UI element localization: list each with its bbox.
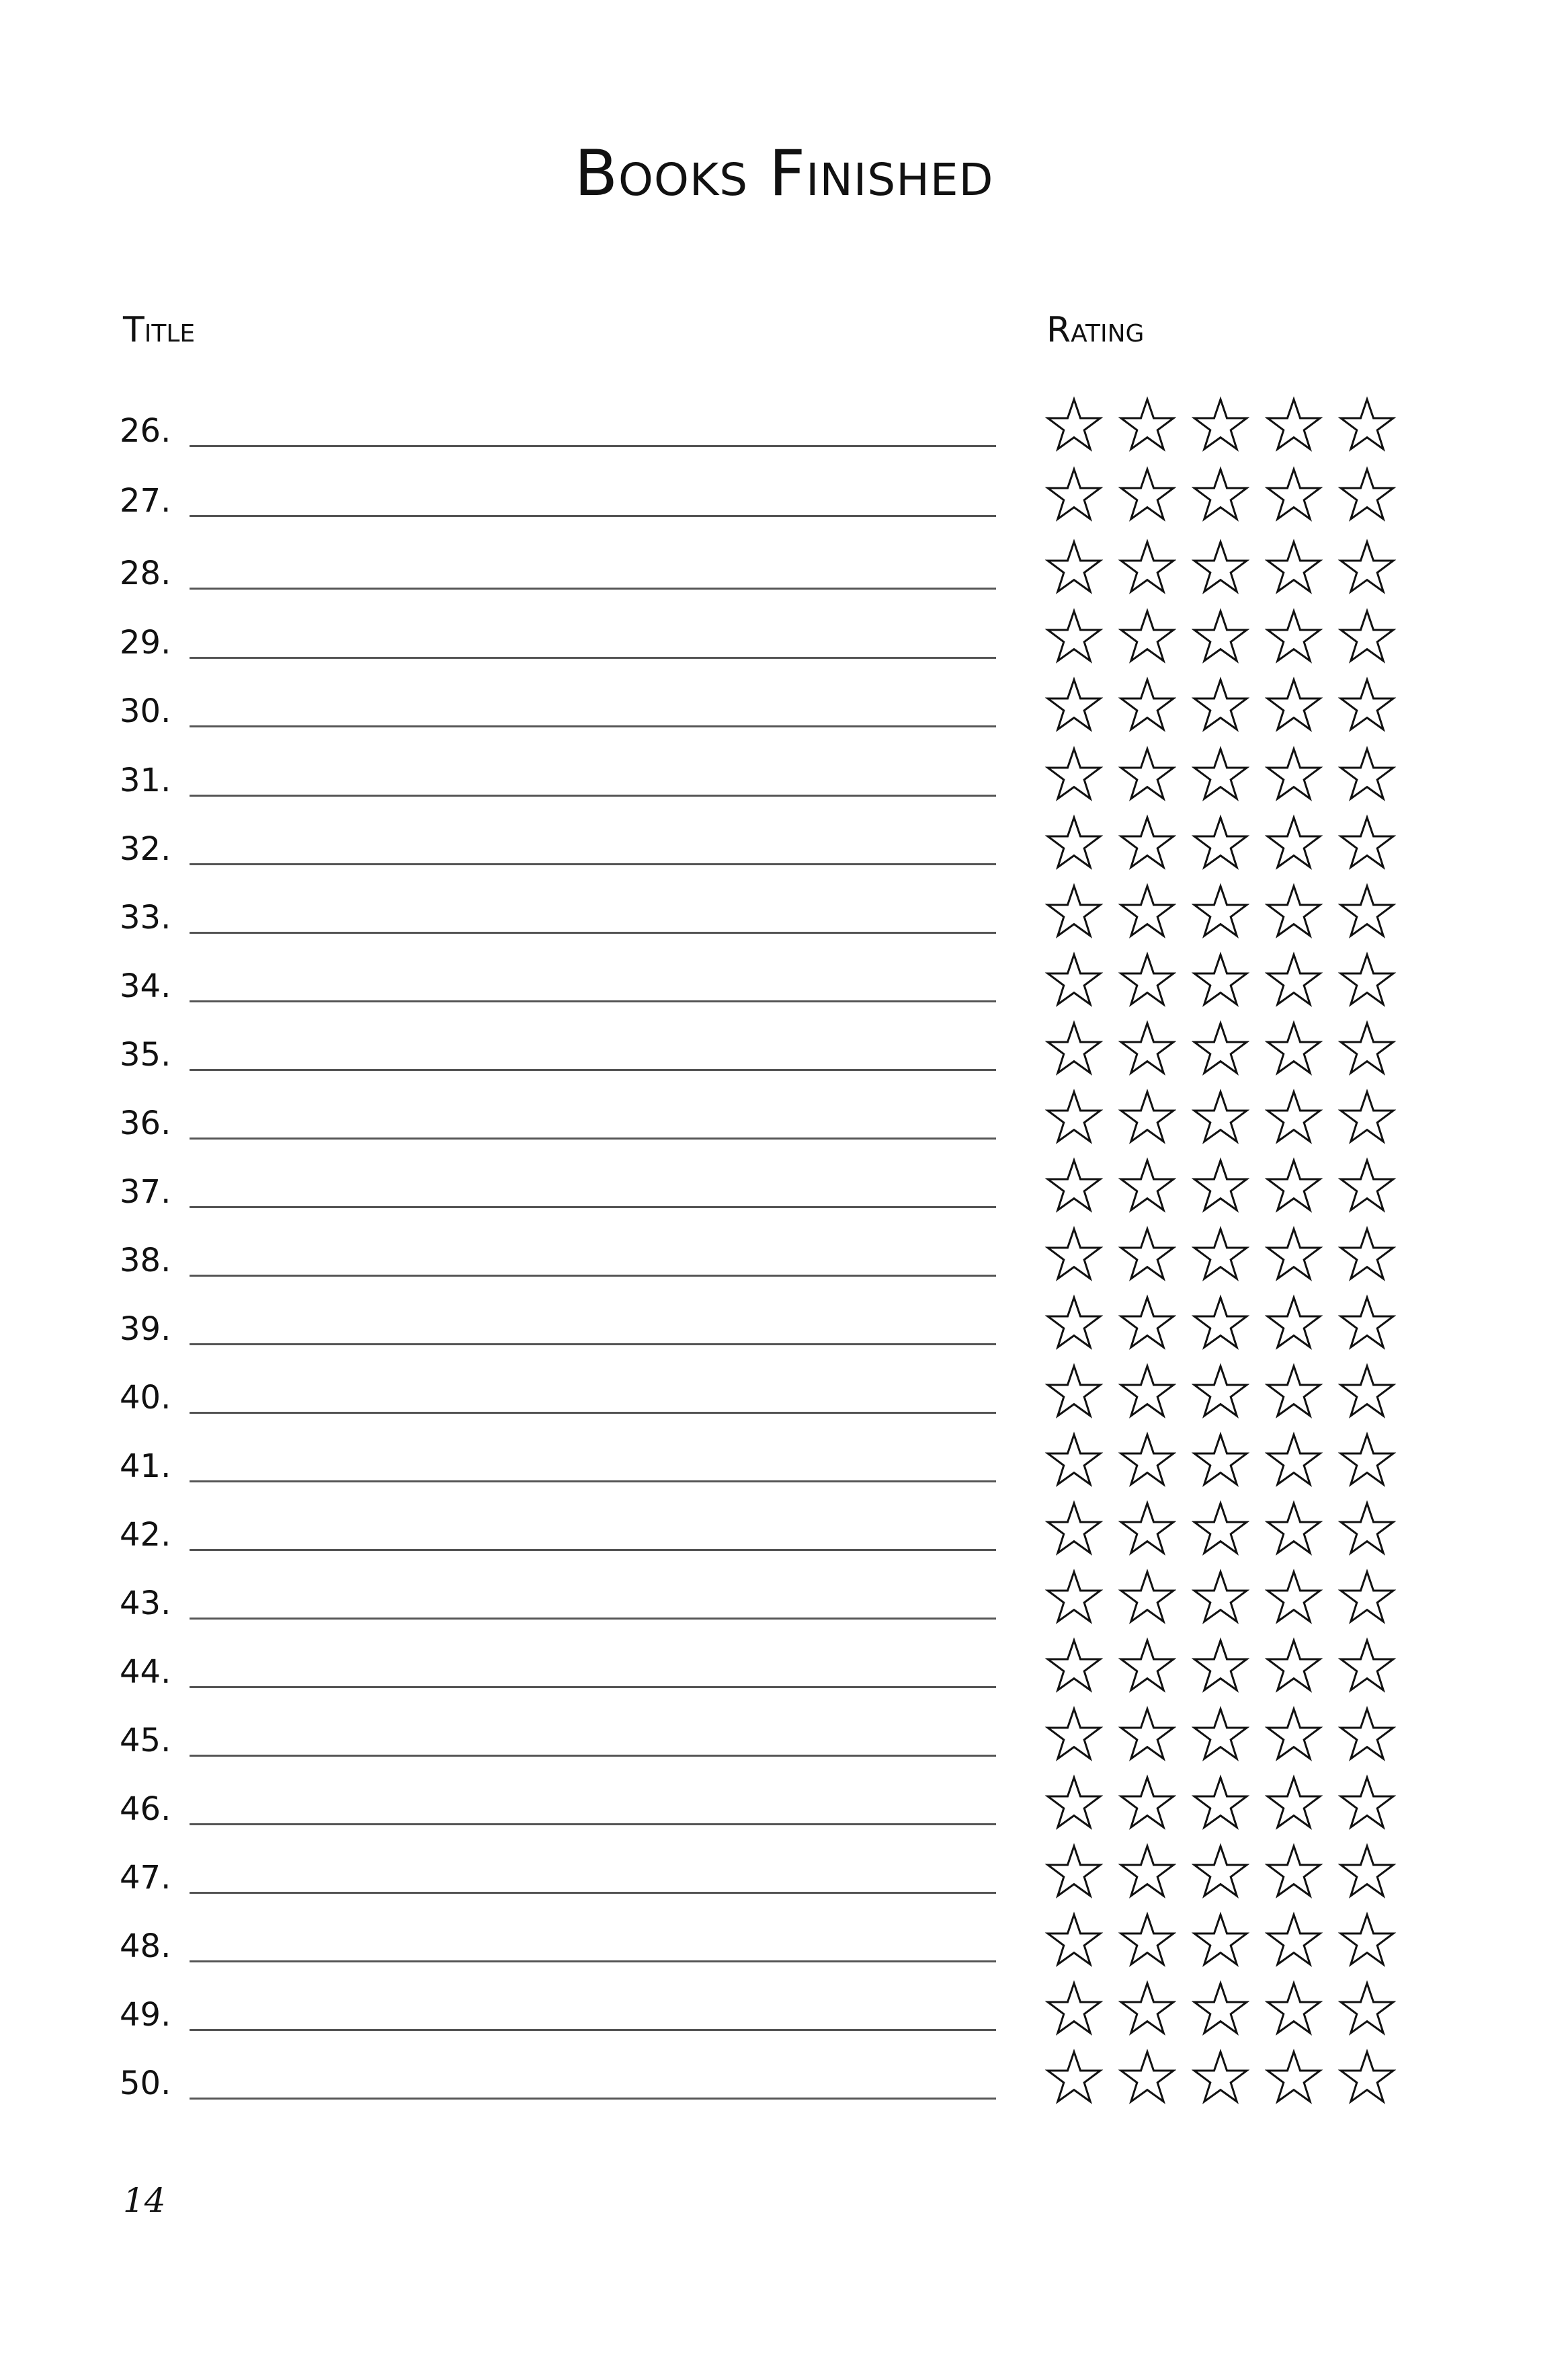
star-outline-icon[interactable] bbox=[1338, 1088, 1396, 1146]
star-outline-icon[interactable] bbox=[1192, 1294, 1249, 1352]
star-outline-icon[interactable] bbox=[1338, 676, 1396, 734]
star-rating bbox=[1045, 539, 1395, 599]
title-write-line[interactable] bbox=[190, 1138, 996, 1140]
star-outline-icon[interactable] bbox=[1118, 1980, 1176, 2038]
title-write-line[interactable] bbox=[190, 657, 996, 659]
star-outline-icon[interactable] bbox=[1118, 1911, 1176, 1969]
star-outline-icon[interactable] bbox=[1338, 466, 1396, 524]
star-outline-icon[interactable] bbox=[1265, 2048, 1323, 2106]
star-rating bbox=[1045, 608, 1395, 668]
star-outline-icon[interactable] bbox=[1045, 1706, 1103, 1763]
book-entry-row bbox=[0, 729, 1568, 797]
star-outline-icon[interactable] bbox=[1118, 1157, 1176, 1215]
title-write-line[interactable] bbox=[190, 1412, 996, 1414]
star-outline-icon[interactable] bbox=[1338, 396, 1396, 454]
star-outline-icon[interactable] bbox=[1338, 1980, 1396, 2038]
star-outline-icon[interactable] bbox=[1192, 1637, 1249, 1695]
star-outline-icon[interactable] bbox=[1265, 1500, 1323, 1558]
star-outline-icon[interactable] bbox=[1265, 396, 1323, 454]
star-outline-icon[interactable] bbox=[1118, 746, 1176, 803]
book-entry-row bbox=[0, 1141, 1568, 1211]
title-write-line[interactable] bbox=[190, 1549, 996, 1551]
book-entry-row bbox=[0, 798, 1568, 868]
star-outline-icon[interactable] bbox=[1265, 883, 1323, 941]
star-outline-icon[interactable] bbox=[1045, 2048, 1103, 2106]
book-entry-row bbox=[0, 1552, 1568, 1620]
title-write-line[interactable] bbox=[190, 2098, 996, 2100]
star-rating bbox=[1045, 746, 1395, 806]
star-outline-icon[interactable] bbox=[1045, 396, 1103, 454]
entry-number: 28. bbox=[120, 555, 171, 592]
star-outline-icon[interactable] bbox=[1118, 1363, 1176, 1421]
title-write-line[interactable] bbox=[190, 2029, 996, 2031]
star-outline-icon[interactable] bbox=[1045, 1226, 1103, 1283]
rating-column-header: Rating bbox=[1046, 310, 1145, 350]
title-write-line[interactable] bbox=[190, 1069, 996, 1071]
star-rating bbox=[1045, 1774, 1395, 1835]
star-outline-icon[interactable] bbox=[1118, 951, 1176, 1009]
star-outline-icon[interactable] bbox=[1265, 1980, 1323, 2038]
star-outline-icon[interactable] bbox=[1045, 1911, 1103, 1969]
title-write-line[interactable] bbox=[190, 1275, 996, 1277]
star-outline-icon[interactable] bbox=[1045, 676, 1103, 734]
star-outline-icon[interactable] bbox=[1338, 2048, 1396, 2106]
star-outline-icon[interactable] bbox=[1192, 951, 1249, 1009]
book-entry-row bbox=[0, 380, 1568, 450]
star-outline-icon[interactable] bbox=[1192, 1500, 1249, 1558]
star-outline-icon[interactable] bbox=[1118, 883, 1176, 941]
star-outline-icon[interactable] bbox=[1338, 539, 1396, 596]
star-outline-icon[interactable] bbox=[1118, 1774, 1176, 1832]
book-entry-row bbox=[0, 1004, 1568, 1074]
star-outline-icon[interactable] bbox=[1192, 1843, 1249, 1901]
star-outline-icon[interactable] bbox=[1338, 1568, 1396, 1626]
title-write-line[interactable] bbox=[190, 725, 996, 727]
star-rating bbox=[1045, 1020, 1395, 1080]
star-outline-icon[interactable] bbox=[1192, 1911, 1249, 1969]
entry-number: 29. bbox=[120, 624, 171, 662]
star-outline-icon[interactable] bbox=[1338, 814, 1396, 872]
title-write-line[interactable] bbox=[190, 1892, 996, 1894]
star-outline-icon[interactable] bbox=[1338, 1294, 1396, 1352]
book-entry-row bbox=[0, 1278, 1568, 1348]
entry-number: 39. bbox=[120, 1310, 171, 1348]
star-rating bbox=[1045, 1500, 1395, 1560]
title-write-line[interactable] bbox=[190, 1480, 996, 1482]
star-outline-icon[interactable] bbox=[1338, 1431, 1396, 1489]
star-outline-icon[interactable] bbox=[1045, 1843, 1103, 1901]
star-outline-icon[interactable] bbox=[1192, 1088, 1249, 1146]
star-outline-icon[interactable] bbox=[1338, 1843, 1396, 1901]
star-outline-icon[interactable] bbox=[1265, 676, 1323, 734]
page-number: 14 bbox=[123, 2181, 166, 2220]
star-outline-icon[interactable] bbox=[1338, 1637, 1396, 1695]
star-outline-icon[interactable] bbox=[1192, 396, 1249, 454]
star-outline-icon[interactable] bbox=[1118, 1568, 1176, 1626]
star-rating bbox=[1045, 814, 1395, 875]
star-outline-icon[interactable] bbox=[1192, 814, 1249, 872]
star-outline-icon[interactable] bbox=[1338, 608, 1396, 666]
star-outline-icon[interactable] bbox=[1192, 1431, 1249, 1489]
entry-number: 45. bbox=[120, 1722, 171, 1759]
entry-number: 38. bbox=[120, 1242, 171, 1279]
star-outline-icon[interactable] bbox=[1265, 1226, 1323, 1283]
star-outline-icon[interactable] bbox=[1045, 746, 1103, 803]
star-outline-icon[interactable] bbox=[1192, 1020, 1249, 1078]
star-outline-icon[interactable] bbox=[1045, 466, 1103, 524]
star-outline-icon[interactable] bbox=[1265, 1294, 1323, 1352]
title-write-line[interactable] bbox=[190, 795, 996, 797]
book-entry-row bbox=[0, 1484, 1568, 1554]
entry-number: 40. bbox=[120, 1379, 171, 1417]
entry-number: 36. bbox=[120, 1105, 171, 1142]
book-entry-row bbox=[0, 592, 1568, 662]
star-outline-icon[interactable] bbox=[1118, 1706, 1176, 1763]
star-outline-icon[interactable] bbox=[1265, 1774, 1323, 1832]
star-outline-icon[interactable] bbox=[1265, 1020, 1323, 1078]
entry-number: 31. bbox=[120, 762, 171, 799]
title-write-line[interactable] bbox=[190, 588, 996, 590]
entry-number: 42. bbox=[120, 1516, 171, 1554]
star-outline-icon[interactable] bbox=[1045, 883, 1103, 941]
star-rating bbox=[1045, 1980, 1395, 2040]
star-outline-icon[interactable] bbox=[1192, 1363, 1249, 1421]
title-column-header: Title bbox=[123, 310, 196, 350]
book-entry-row bbox=[0, 522, 1568, 590]
star-rating bbox=[1045, 1294, 1395, 1355]
book-entry-row bbox=[0, 1415, 1568, 1485]
entry-number: 50. bbox=[120, 2065, 171, 2102]
star-outline-icon[interactable] bbox=[1192, 1980, 1249, 2038]
star-rating bbox=[1045, 1843, 1395, 1903]
star-outline-icon[interactable] bbox=[1192, 1774, 1249, 1832]
star-outline-icon[interactable] bbox=[1118, 539, 1176, 596]
book-entry-row bbox=[0, 1689, 1568, 1757]
star-outline-icon[interactable] bbox=[1045, 1500, 1103, 1558]
star-rating bbox=[1045, 676, 1395, 737]
star-rating bbox=[1045, 1431, 1395, 1492]
star-outline-icon[interactable] bbox=[1118, 676, 1176, 734]
star-outline-icon[interactable] bbox=[1045, 1431, 1103, 1489]
star-outline-icon[interactable] bbox=[1045, 1088, 1103, 1146]
star-outline-icon[interactable] bbox=[1265, 608, 1323, 666]
star-outline-icon[interactable] bbox=[1045, 608, 1103, 666]
star-rating bbox=[1045, 1226, 1395, 1286]
star-rating bbox=[1045, 1637, 1395, 1698]
star-outline-icon[interactable] bbox=[1192, 883, 1249, 941]
star-outline-icon[interactable] bbox=[1192, 539, 1249, 596]
star-outline-icon[interactable] bbox=[1265, 466, 1323, 524]
star-outline-icon[interactable] bbox=[1118, 396, 1176, 454]
star-outline-icon[interactable] bbox=[1192, 608, 1249, 666]
book-entry-row bbox=[0, 1621, 1568, 1691]
star-outline-icon[interactable] bbox=[1192, 1706, 1249, 1763]
entry-number: 47. bbox=[120, 1859, 171, 1897]
star-rating bbox=[1045, 1911, 1395, 1972]
title-write-line[interactable] bbox=[190, 863, 996, 865]
star-outline-icon[interactable] bbox=[1045, 814, 1103, 872]
star-outline-icon[interactable] bbox=[1118, 1500, 1176, 1558]
title-write-line[interactable] bbox=[190, 1686, 996, 1688]
star-outline-icon[interactable] bbox=[1265, 1911, 1323, 1969]
star-outline-icon[interactable] bbox=[1192, 2048, 1249, 2106]
title-write-line[interactable] bbox=[190, 515, 996, 517]
star-outline-icon[interactable] bbox=[1045, 1568, 1103, 1626]
star-outline-icon[interactable] bbox=[1265, 1431, 1323, 1489]
star-outline-icon[interactable] bbox=[1265, 1363, 1323, 1421]
page-title: Books Finished bbox=[574, 137, 994, 210]
title-write-line[interactable] bbox=[190, 1618, 996, 1620]
star-outline-icon[interactable] bbox=[1045, 1774, 1103, 1832]
book-entry-row bbox=[0, 660, 1568, 730]
star-outline-icon[interactable] bbox=[1192, 466, 1249, 524]
star-outline-icon[interactable] bbox=[1045, 1363, 1103, 1421]
star-outline-icon[interactable] bbox=[1338, 1500, 1396, 1558]
star-outline-icon[interactable] bbox=[1265, 539, 1323, 596]
title-write-line[interactable] bbox=[190, 445, 996, 447]
book-entry-row bbox=[0, 867, 1568, 934]
star-outline-icon[interactable] bbox=[1192, 676, 1249, 734]
star-outline-icon[interactable] bbox=[1338, 1157, 1396, 1215]
star-outline-icon[interactable] bbox=[1338, 1020, 1396, 1078]
star-outline-icon[interactable] bbox=[1338, 1911, 1396, 1969]
entry-number: 34. bbox=[120, 967, 171, 1005]
star-outline-icon[interactable] bbox=[1265, 1843, 1323, 1901]
star-rating bbox=[1045, 1568, 1395, 1629]
title-write-line[interactable] bbox=[190, 1343, 996, 1345]
star-outline-icon[interactable] bbox=[1045, 1157, 1103, 1215]
star-outline-icon[interactable] bbox=[1118, 1431, 1176, 1489]
entry-number: 35. bbox=[120, 1036, 171, 1074]
star-outline-icon[interactable] bbox=[1265, 814, 1323, 872]
star-outline-icon[interactable] bbox=[1045, 1980, 1103, 2038]
star-outline-icon[interactable] bbox=[1265, 1637, 1323, 1695]
star-outline-icon[interactable] bbox=[1338, 1774, 1396, 1832]
entry-number: 44. bbox=[120, 1653, 171, 1691]
book-entry-row bbox=[0, 1827, 1568, 1897]
title-write-line[interactable] bbox=[190, 1000, 996, 1002]
star-outline-icon[interactable] bbox=[1192, 1568, 1249, 1626]
book-entry-row bbox=[0, 1964, 1568, 2034]
star-outline-icon[interactable] bbox=[1045, 1637, 1103, 1695]
star-outline-icon[interactable] bbox=[1118, 466, 1176, 524]
star-outline-icon[interactable] bbox=[1338, 746, 1396, 803]
star-outline-icon[interactable] bbox=[1265, 1088, 1323, 1146]
title-write-line[interactable] bbox=[190, 1823, 996, 1825]
title-write-line[interactable] bbox=[190, 1206, 996, 1208]
star-outline-icon[interactable] bbox=[1118, 1088, 1176, 1146]
star-rating bbox=[1045, 883, 1395, 943]
star-rating bbox=[1045, 1363, 1395, 1423]
star-rating bbox=[1045, 396, 1395, 456]
star-outline-icon[interactable] bbox=[1265, 1706, 1323, 1763]
title-write-line[interactable] bbox=[190, 1755, 996, 1757]
star-outline-icon[interactable] bbox=[1045, 539, 1103, 596]
entry-number: 46. bbox=[120, 1790, 171, 1828]
star-outline-icon[interactable] bbox=[1118, 2048, 1176, 2106]
book-entry-row bbox=[0, 2032, 1568, 2100]
title-write-line[interactable] bbox=[190, 1960, 996, 1962]
star-outline-icon[interactable] bbox=[1118, 1843, 1176, 1901]
star-outline-icon[interactable] bbox=[1045, 951, 1103, 1009]
star-outline-icon[interactable] bbox=[1045, 1020, 1103, 1078]
star-outline-icon[interactable] bbox=[1118, 1294, 1176, 1352]
star-rating bbox=[1045, 466, 1395, 526]
star-outline-icon[interactable] bbox=[1265, 1157, 1323, 1215]
entry-number: 43. bbox=[120, 1585, 171, 1622]
book-entry-row bbox=[0, 1209, 1568, 1277]
entry-number: 32. bbox=[120, 830, 171, 868]
star-rating bbox=[1045, 2048, 1395, 2109]
star-rating bbox=[1045, 1088, 1395, 1149]
entry-number: 37. bbox=[120, 1173, 171, 1211]
star-outline-icon[interactable] bbox=[1118, 1637, 1176, 1695]
star-rating bbox=[1045, 1706, 1395, 1766]
book-entry-row bbox=[0, 1758, 1568, 1828]
book-entry-row bbox=[0, 1347, 1568, 1417]
entry-number: 27. bbox=[120, 482, 171, 520]
book-entry-row bbox=[0, 1895, 1568, 1965]
star-outline-icon[interactable] bbox=[1192, 746, 1249, 803]
star-outline-icon[interactable] bbox=[1118, 608, 1176, 666]
book-entry-row bbox=[0, 450, 1568, 520]
star-outline-icon[interactable] bbox=[1045, 1294, 1103, 1352]
star-outline-icon[interactable] bbox=[1338, 1226, 1396, 1283]
star-outline-icon[interactable] bbox=[1338, 1363, 1396, 1421]
star-outline-icon[interactable] bbox=[1118, 1020, 1176, 1078]
entry-number: 26. bbox=[120, 412, 171, 450]
book-entry-row bbox=[0, 935, 1568, 1005]
star-outline-icon[interactable] bbox=[1118, 814, 1176, 872]
star-outline-icon[interactable] bbox=[1265, 951, 1323, 1009]
star-outline-icon[interactable] bbox=[1338, 883, 1396, 941]
star-outline-icon[interactable] bbox=[1265, 1568, 1323, 1626]
star-rating bbox=[1045, 951, 1395, 1012]
entry-number: 49. bbox=[120, 1996, 171, 2034]
star-outline-icon[interactable] bbox=[1118, 1226, 1176, 1283]
star-rating bbox=[1045, 1157, 1395, 1218]
entry-number: 41. bbox=[120, 1447, 171, 1485]
star-outline-icon[interactable] bbox=[1338, 951, 1396, 1009]
star-outline-icon[interactable] bbox=[1192, 1157, 1249, 1215]
book-entry-row bbox=[0, 1072, 1568, 1140]
star-outline-icon[interactable] bbox=[1192, 1226, 1249, 1283]
star-outline-icon[interactable] bbox=[1338, 1706, 1396, 1763]
title-write-line[interactable] bbox=[190, 932, 996, 934]
entry-number: 30. bbox=[120, 692, 171, 730]
entry-number: 48. bbox=[120, 1927, 171, 1965]
entry-number: 33. bbox=[120, 899, 171, 936]
star-outline-icon[interactable] bbox=[1265, 746, 1323, 803]
